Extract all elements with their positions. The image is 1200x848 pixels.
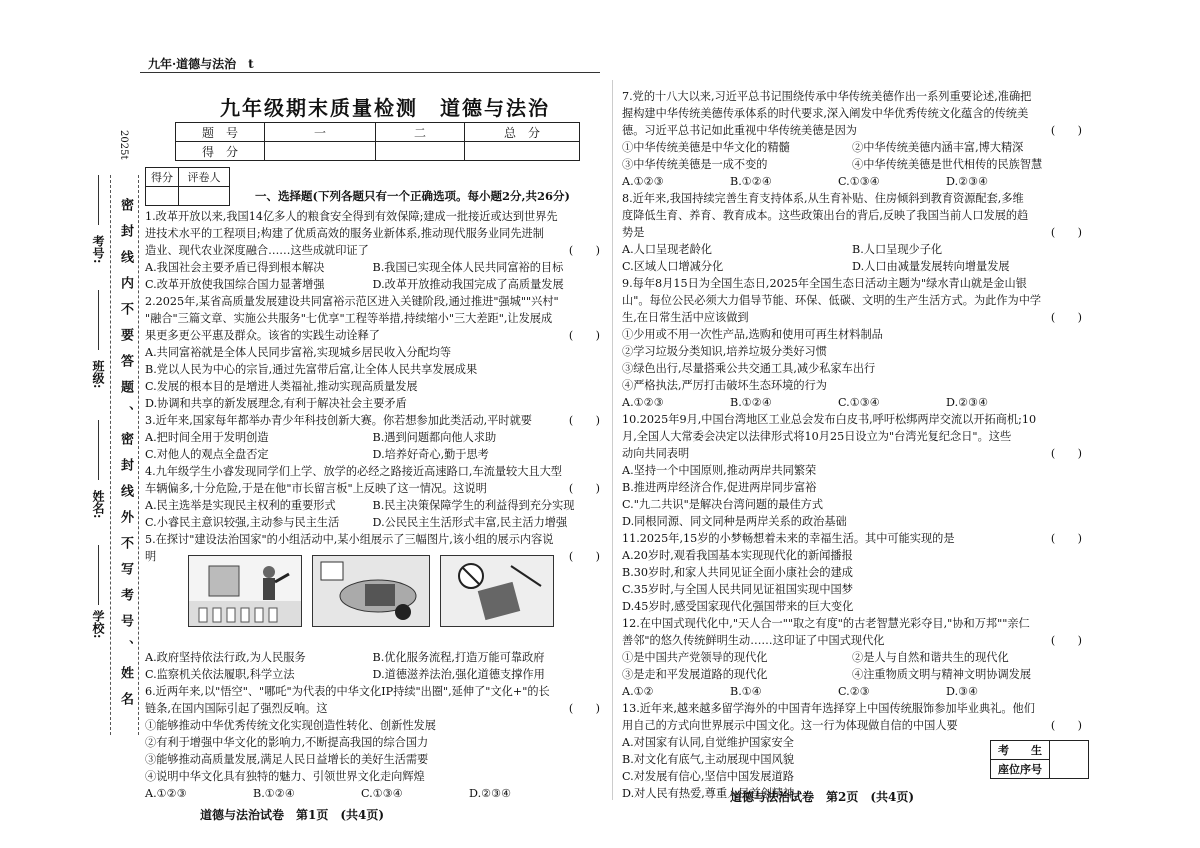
school-line[interactable] — [98, 545, 99, 605]
question-3 — [145, 412, 600, 463]
government-service-illustration — [313, 556, 429, 626]
question-text: 果更多更公平惠及群众。该省的实践生动诠释了 ( ) — [145, 329, 600, 342]
statement-item: ①中华传统美德是中华文化的精髓 — [622, 141, 790, 154]
option-b[interactable]: B.30岁时,和家人共同见证全面小康社会的建成 — [622, 566, 853, 579]
question-text: 2.2025年,某省高质量发展建设共同富裕示范区进入关键阶段,通过推进"强城""兴村" — [145, 295, 559, 308]
left-footer: 道德与法治试卷 第1页 (共4页) — [200, 808, 385, 822]
option-b[interactable]: B.人口呈现少子化 — [852, 243, 943, 256]
class-label: 班级: — [91, 360, 105, 389]
option-c[interactable]: C.②③ — [838, 685, 870, 698]
question-text: 用自己的方式向世界展示中国文化。这一行为体现做自信的中国人要 ( ) — [622, 719, 1082, 732]
option-b[interactable]: B.党以人民为中心的宗旨,通过先富带后富,让全体人民共享发展成果 — [145, 363, 478, 376]
left-column — [145, 208, 600, 802]
grader-name-label: 评卷人 — [179, 168, 230, 187]
option-d[interactable]: D.培养好奇心,勤于思考 — [372, 448, 489, 461]
question-text: 9.每年8月15日为全国生态日,2025年全国生态日活动主题为"绿水青山就是金山银 — [622, 277, 1027, 290]
question-10 — [622, 411, 1082, 530]
option-a[interactable]: A.对国家有认同,自觉维护国家安全 — [622, 736, 794, 749]
option-b[interactable]: B.①④ — [730, 685, 762, 698]
question-text: 势是 ( ) — [622, 226, 1082, 239]
statement-item: ④中华传统美德是世代相传的民族智慧 — [852, 158, 1043, 171]
question-text: 车辆偏多,十分危险,于是在他"市长留言板"上反映了这一情况。这说明 ( ) — [145, 482, 600, 495]
statement-item: ③能够推动高质量发展,满足人民日益增长的美好生活需要 — [145, 753, 429, 766]
q5-image-government-service — [312, 555, 430, 627]
statement-item: ③绿色出行,尽量搭乘公共交通工具,减少私家车出行 — [622, 362, 876, 375]
statement-item: ④说明中华文化具有独特的魅力、引领世界文化走向辉煌 — [145, 770, 425, 783]
question-text: 生,在日常生活中应该做到 ( ) — [622, 311, 1082, 324]
binding-year: 2025t — [118, 130, 129, 160]
option-a[interactable]: A.坚持一个中国原则,推动两岸共同繁荣 — [622, 464, 817, 477]
option-a[interactable]: A.人口呈现老龄化 — [622, 243, 712, 256]
option-d[interactable]: D.人口由减量发展转向增量发展 — [852, 260, 1010, 273]
answer-paren[interactable]: ( ) — [1050, 532, 1082, 545]
question-text: 7.党的十八大以来,习近平总书记围绕传承中华传统美德作出一系列重要论述,准确把 — [622, 90, 1032, 103]
question-text: 6.近两年来,以"悟空"、"哪吒"为代表的中华文化IP持续"出圈",延伸了"文化+"的长 — [145, 685, 550, 698]
name-line[interactable] — [98, 420, 99, 480]
option-c[interactable]: C.改革开放使我国综合国力显著增强 — [145, 278, 325, 291]
statement-item: ④注重物质文明与精神文明协调发展 — [852, 668, 1032, 681]
option-d[interactable]: D.道德滋养法治,强化道德支撑作用 — [372, 668, 545, 681]
question-text: 5.在探讨"建设法治国家"的小组活动中,某小组展示了三幅图片,该小组的展示内容说 — [145, 533, 554, 546]
statement-item: ②有利于增强中华文化的影响力,不断提高我国的综合国力 — [145, 736, 429, 749]
question-12 — [622, 615, 1082, 700]
option-a[interactable]: A.政府坚持依法行政,为人民服务 — [145, 651, 306, 664]
answer-paren[interactable]: ( ) — [1050, 124, 1082, 137]
answer-paren[interactable]: ( ) — [568, 244, 600, 257]
option-c[interactable]: C.①③④ — [361, 787, 403, 800]
supervision-cartoon-illustration — [441, 556, 553, 626]
option-c[interactable]: C.发展的根本目的是增进人类福祉,推动实现高质量发展 — [145, 380, 418, 393]
option-c[interactable]: C.对发展有信心,坚信中国发展道路 — [622, 770, 794, 783]
seat-box-label: 座位序号 — [991, 760, 1050, 779]
question-text: 3.近年来,国家每年都举办青少年科技创新大赛。你若想参加此类活动,平时就要 ( ) — [145, 414, 600, 427]
question-text: 11.2025年,15岁的小梦畅想着未来的幸福生活。其中可能实现的是 ( ) — [622, 532, 1082, 545]
option-b[interactable]: B.遇到问题都向他人求助 — [372, 431, 497, 444]
binding-line — [110, 175, 111, 735]
question-text: 月,全国人大常委会决定以法律形式将10月25日设立为"台湾光复纪念日"。这些 — [622, 430, 1012, 443]
option-d[interactable]: D.协调和共享的新发展理念,有利于解决社会主要矛盾 — [145, 397, 407, 410]
answer-paren[interactable]: ( ) — [1050, 719, 1082, 732]
option-a[interactable]: A.①②③ — [622, 175, 664, 188]
option-a[interactable]: A.20岁时,观看我国基本实现现代化的新闻播报 — [622, 549, 853, 562]
question-text: 造业、现代农业深度融合……这些成就印证了 ( ) — [145, 244, 600, 257]
answer-paren[interactable]: ( ) — [568, 702, 600, 715]
binding-seal-text: 密封线内不要答题、密封线外不写考号、姓名 — [118, 198, 133, 718]
option-a[interactable]: A.民主选举是实现民主权利的重要形式 — [145, 499, 336, 512]
option-b[interactable]: B.我国已实现全体人民共同富裕的目标 — [372, 261, 564, 274]
option-b[interactable]: B.民主决策保障学生的利益得到充分实现 — [372, 499, 575, 512]
option-d[interactable]: D.②③④ — [946, 396, 989, 409]
running-head: 九年·道德与法治 t — [148, 57, 254, 71]
option-d[interactable]: D.②③④ — [469, 787, 512, 800]
question-11 — [622, 530, 1082, 615]
option-c[interactable]: C.小睿民主意识较强,主动参与民主生活 — [145, 516, 340, 529]
option-a[interactable]: A.共同富裕就是全体人民同步富裕,实现城乡居民收入分配均等 — [145, 346, 452, 359]
question-2 — [145, 293, 600, 412]
seat-number-cell[interactable] — [1050, 741, 1089, 779]
question-text: 1.改革开放以来,我国14亿多人的粮食安全得到有效保障;建成一批接近或达到世界先 — [145, 210, 558, 223]
answer-paren[interactable]: ( ) — [1050, 634, 1082, 647]
statement-item: ③是走和平发展道路的现代化 — [622, 668, 768, 681]
grader-name-cell[interactable] — [179, 187, 230, 206]
option-c[interactable]: C.区域人口增减分化 — [622, 260, 724, 273]
option-c[interactable]: C.对他人的观点全盘否定 — [145, 448, 269, 461]
score-table-header-cell: 二 — [376, 123, 465, 142]
traffic-police-illustration — [189, 556, 301, 626]
question-text: "融合"三篇文章、实施公共服务"七优享"工程等举措,持续缩小"三大差距",让发展成 — [145, 312, 553, 325]
page-title: 九年级期末质量检测 道德与法治 — [220, 96, 550, 120]
column-divider — [612, 80, 613, 800]
grader-score-cell[interactable] — [146, 187, 179, 206]
right-column — [622, 88, 1082, 802]
answer-paren[interactable]: ( ) — [1050, 311, 1082, 324]
option-a[interactable]: A.把时间全用于发明创造 — [145, 431, 269, 444]
question-7 — [622, 88, 1082, 190]
section-title: 一、选择题(下列各题只有一个正确选项。每小题2分,共26分) — [255, 189, 570, 203]
option-d[interactable]: D.45岁时,感受国家现代化强国带来的巨大变化 — [622, 600, 854, 613]
question-4 — [145, 463, 600, 531]
question-text: 13.近年来,越来越多留学海外的中国青年选择穿上中国传统服饰参加毕业典礼。他们 — [622, 702, 1035, 715]
answer-paren[interactable]: ( ) — [568, 414, 600, 427]
option-c[interactable]: C.①③④ — [838, 396, 880, 409]
question-text: 链条,在国内国际引起了强烈反响。这 ( ) — [145, 702, 600, 715]
statement-item: ①能够推动中华优秀传统文化实现创造性转化、创新性发展 — [145, 719, 436, 732]
statement-item: ①是中国共产党领导的现代化 — [622, 651, 768, 664]
option-c[interactable]: C.35岁时,与全国人民共同见证祖国实现中国梦 — [622, 583, 853, 596]
score-table-label-cell: 得 分 — [176, 142, 265, 161]
statement-item: ②是人与自然和谐共生的现代化 — [852, 651, 1009, 664]
school-label: 学校: — [91, 610, 105, 639]
q5-image-traffic-police — [188, 555, 302, 627]
score-table-header-cell: 总 分 — [465, 123, 580, 142]
question-text: 8.近年来,我国持续完善生育支持体系,从生育补贴、住房倾斜到教育资源配套,多维 — [622, 192, 1024, 205]
statement-item: ①少用或不用一次性产品,选购和使用可再生材料制品 — [622, 328, 883, 341]
question-text: 明 ( ) — [145, 550, 600, 563]
binding-line-2 — [138, 175, 139, 735]
statement-item: ②学习垃圾分类知识,培养垃圾分类好习惯 — [622, 345, 827, 358]
option-b[interactable]: B.①②④ — [730, 396, 772, 409]
question-text: 10.2025年9月,中国台湾地区工业总会发布白皮书,呼吁松绑两岸交流以开拓商机;10 — [622, 413, 1037, 426]
statement-item: ③中华传统美德是一成不变的 — [622, 158, 768, 171]
option-d[interactable]: D.对人民有热爱,尊重人民首创精神 — [622, 787, 795, 800]
option-d[interactable]: D.公民民主生活形式丰富,民主活力增强 — [372, 516, 568, 529]
question-text: 山"。每位公民必须大力倡导节能、环保、低碳、文明的生产生活方式。为此作为中学 — [622, 294, 1042, 307]
statement-item: ④严格执法,严厉打击破坏生态环境的行为 — [622, 379, 827, 392]
q5-image-supervision-cartoon — [440, 555, 554, 627]
answer-paren[interactable]: ( ) — [1050, 226, 1082, 239]
question-8 — [622, 190, 1082, 275]
score-cell[interactable] — [376, 142, 465, 161]
option-a[interactable]: A.①②③ — [622, 396, 664, 409]
option-b[interactable]: B.推进两岸经济合作,促进两岸同步富裕 — [622, 481, 817, 494]
seat-box-label: 考 生 — [991, 741, 1050, 760]
score-cell[interactable] — [265, 142, 376, 161]
question-6 — [145, 683, 600, 802]
answer-paren[interactable]: ( ) — [1050, 447, 1082, 460]
option-d[interactable]: D.改革开放推动我国完成了高质量发展 — [372, 278, 564, 291]
question-text: 12.在中国式现代化中,"天人合一""取之有度"的古老智慧光彩夺目,"协和万邦""亲仁 — [622, 617, 1030, 630]
question-text: 动向共同表明 ( ) — [622, 447, 1082, 460]
score-cell[interactable] — [465, 142, 580, 161]
running-head-rule — [140, 72, 600, 73]
answer-paren[interactable]: ( ) — [568, 329, 600, 342]
question-text: 德。习近平总书记如此重视中华传统美德是因为 ( ) — [622, 124, 1082, 137]
question-text: 4.九年级学生小睿发现同学们上学、放学的必经之路接近高速路口,车流量较大且大型 — [145, 465, 562, 478]
option-d[interactable]: D.同根同源、同文同种是两岸关系的政治基础 — [622, 515, 847, 528]
exam-no-label: 考号: — [91, 235, 105, 264]
answer-paren[interactable]: ( ) — [568, 550, 600, 563]
question-text: 善邻"的悠久传统鲜明生动……这印证了中国式现代化 ( ) — [622, 634, 1082, 647]
grader-box — [145, 167, 230, 206]
score-table-header-cell: 一 — [265, 123, 376, 142]
option-b[interactable]: B.①②④ — [730, 175, 772, 188]
right-footer: 道德与法治试卷 第2页 (共4页) — [730, 790, 915, 804]
option-c[interactable]: C.监察机关依法履职,科学立法 — [145, 668, 295, 681]
question-text: 握构建中华传统美德传承体系的时代要求,深入阐发中华优秀传统文化蕴含的传统美 — [622, 107, 1029, 120]
question-text: 度降低生育、养育、教育成本。这些政策出台的背后,反映了我国当前人口发展的趋 — [622, 209, 1029, 222]
option-c[interactable]: C."九二共识"是解决台湾问题的最佳方式 — [622, 498, 824, 511]
statement-item: ②中华传统美德内涵丰富,博大精深 — [852, 141, 1024, 154]
question-9 — [622, 275, 1082, 411]
option-d[interactable]: D.②③④ — [946, 175, 989, 188]
grader-score-label: 得分 — [146, 168, 179, 187]
option-a[interactable]: A.我国社会主要矛盾已得到根本解决 — [145, 261, 325, 274]
exam-no-line[interactable] — [98, 175, 99, 225]
question-text: 进技术水平的工程项目;构建了优质高效的服务业新体系,推动现代服务业同先进制 — [145, 227, 544, 240]
option-b[interactable]: B.优化服务流程,打造万能可靠政府 — [372, 651, 545, 664]
question-1 — [145, 208, 600, 293]
option-a[interactable]: A.①②③ — [145, 787, 187, 800]
score-table-header-cell: 题 号 — [176, 123, 265, 142]
answer-paren[interactable]: ( ) — [568, 482, 600, 495]
class-line[interactable] — [98, 290, 99, 350]
option-a[interactable]: A.①② — [622, 685, 654, 698]
option-c[interactable]: C.①③④ — [838, 175, 880, 188]
option-b[interactable]: B.对文化有底气,主动展现中国风貌 — [622, 753, 794, 766]
seat-number-box — [990, 740, 1089, 779]
name-label: 姓名: — [91, 490, 105, 519]
option-b[interactable]: B.①②④ — [253, 787, 295, 800]
score-table — [175, 122, 580, 161]
option-d[interactable]: D.③④ — [946, 685, 979, 698]
